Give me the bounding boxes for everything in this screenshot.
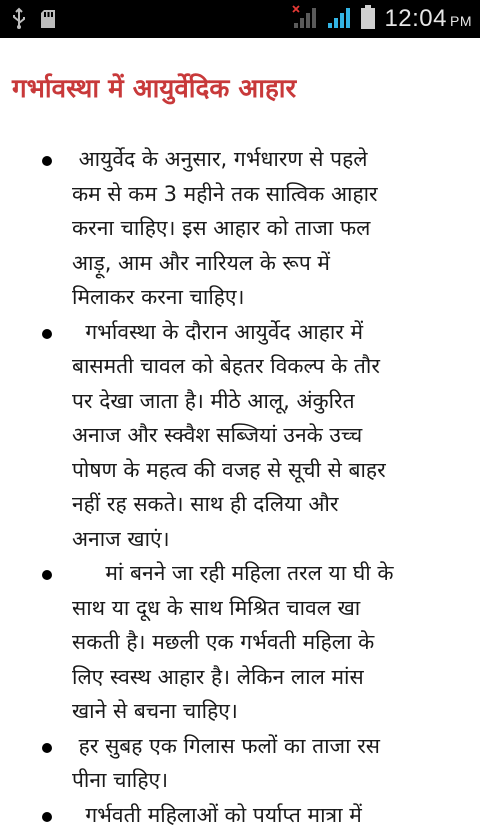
clock: 12:04 PM xyxy=(384,5,472,33)
signal-strength-icon xyxy=(326,5,352,33)
list-item xyxy=(0,729,480,798)
status-left xyxy=(12,8,56,34)
text-line: अनाज खाएं। xyxy=(72,522,472,557)
list-item-text xyxy=(72,556,472,729)
text-line: सकती है। मछली एक गर्भवती महिला के xyxy=(72,625,472,660)
signal-no-service-icon xyxy=(292,5,318,33)
text-line: कम से कम 3 महीने तक सात्विक आहार xyxy=(72,177,472,212)
list-item xyxy=(0,556,480,729)
list-item-text xyxy=(72,315,472,557)
text-line: गर्भावस्था के दौरान आयुर्वेद आहार में xyxy=(72,315,472,350)
bullet-icon xyxy=(42,570,52,580)
list-item xyxy=(0,142,480,315)
text-line: गर्भवती महिलाओं को पर्याप्त मात्रा में xyxy=(72,798,472,832)
text-line: अनाज और स्क्वैश सब्जियां उनके उच्च xyxy=(72,418,472,453)
text-line: लिए स्वस्थ आहार है। लेकिन लाल मांस xyxy=(72,660,472,695)
status-right xyxy=(292,4,472,34)
list-item xyxy=(0,315,480,557)
article-content xyxy=(0,38,480,800)
text-line: आड़ू, आम और नारियल के रूप में xyxy=(72,246,472,281)
list-item xyxy=(0,798,480,832)
text-line: करना चाहिए। इस आहार को ताजा फल xyxy=(72,211,472,246)
sd-card-icon xyxy=(40,9,56,33)
bullet-list xyxy=(0,142,480,832)
battery-icon xyxy=(360,4,376,34)
bullet-icon xyxy=(42,156,52,166)
text-line: पीना चाहिए। xyxy=(72,763,472,798)
text-line: हर सुबह एक गिलास फलों का ताजा रस xyxy=(72,729,472,764)
bullet-icon xyxy=(42,329,52,339)
usb-icon xyxy=(12,8,26,34)
list-item-text xyxy=(72,798,472,832)
text-line: पर देखा जाता है। मीठे आलू, अंकुरित xyxy=(72,384,472,419)
list-item-text xyxy=(72,729,472,798)
text-line: पोषण के महत्व की वजह से सूची से बाहर xyxy=(72,453,472,488)
text-line: बासमती चावल को बेहतर विकल्प के तौर xyxy=(72,349,472,384)
text-line: आयुर्वेद के अनुसार, गर्भधारण से पहले xyxy=(72,142,472,177)
text-line: मिलाकर करना चाहिए। xyxy=(72,280,472,315)
status-bar xyxy=(0,0,480,38)
article-title: गर्भावस्था में आयुर्वेदिक आहार xyxy=(12,72,472,106)
text-line: मां बनने जा रही महिला तरल या घी के xyxy=(72,556,472,591)
text-line: नहीं रह सकते। साथ ही दलिया और xyxy=(72,487,472,522)
bullet-icon xyxy=(42,812,52,822)
bullet-icon xyxy=(42,743,52,753)
text-line: साथ या दूध के साथ मिश्रित चावल खा xyxy=(72,591,472,626)
list-item-text xyxy=(72,142,472,315)
text-line: खाने से बचना चाहिए। xyxy=(72,694,472,729)
